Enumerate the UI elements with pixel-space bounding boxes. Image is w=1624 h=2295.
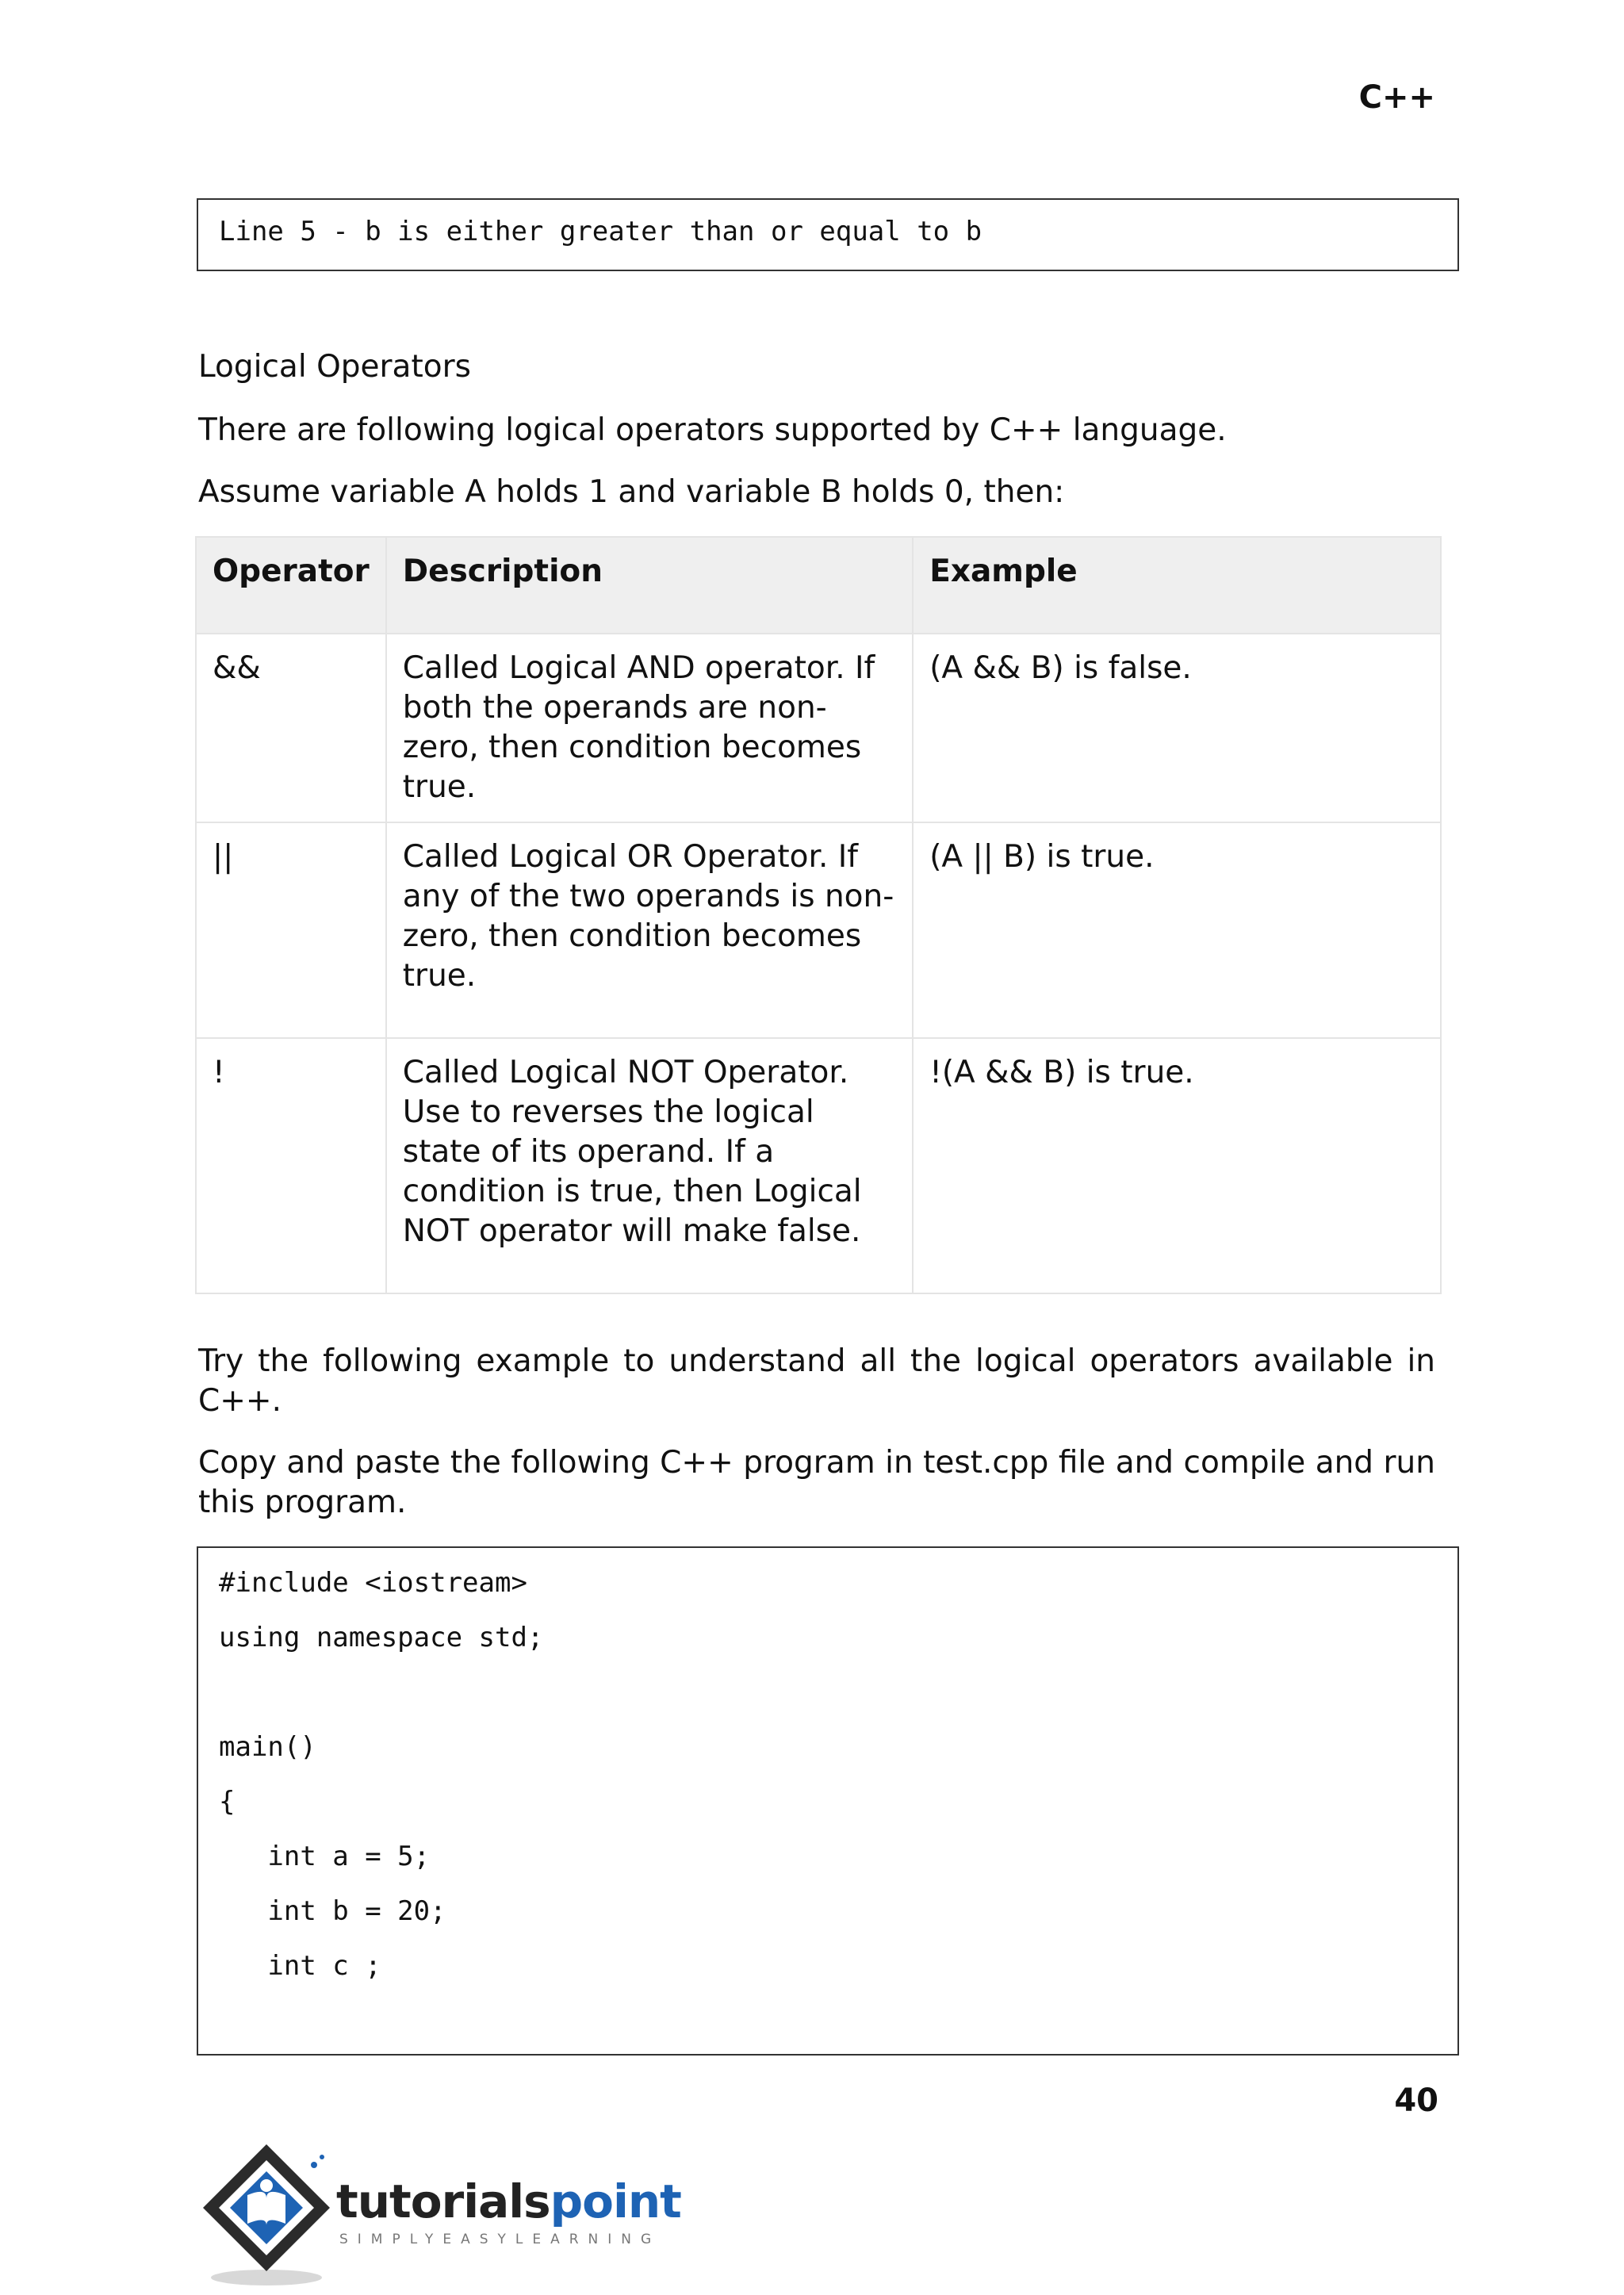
logo-diamond-icon bbox=[195, 2136, 338, 2287]
tutorialspoint-logo bbox=[195, 2136, 687, 2287]
logo-wordmark bbox=[336, 2174, 681, 2228]
description-cell: Called Logical AND operator. If both the operands are non-zero, then condition becomes true. bbox=[386, 634, 913, 822]
example-cell: (A || B) is true. bbox=[913, 822, 1441, 1038]
table-header-row bbox=[196, 537, 1441, 634]
try-example-paragraph: Try the following example to understand all the logical operators available in C++. bbox=[198, 1343, 1435, 1419]
logo-word-tutorials: tutorials bbox=[336, 2174, 550, 2228]
code-line: #include <iostream> bbox=[219, 1567, 527, 1599]
page-header-title: C++ bbox=[1358, 79, 1435, 116]
code-line: int b = 20; bbox=[219, 1895, 446, 1927]
copy-paste-paragraph: Copy and paste the following C++ program in test.cpp file and compile and run this program. bbox=[198, 1445, 1435, 1520]
description-cell: Called Logical OR Operator. If any of the two operands is non-zero, then condition becomes true. bbox=[386, 822, 913, 1038]
code-line: main() bbox=[219, 1731, 316, 1763]
table-row bbox=[196, 634, 1441, 822]
logical-operators-table bbox=[195, 536, 1442, 1294]
header-operator: Operator bbox=[196, 537, 386, 634]
logo-tagline: SIMPLYEASYLEARNING bbox=[339, 2232, 661, 2247]
code-line: using namespace std; bbox=[219, 1622, 544, 1653]
code-block bbox=[197, 1546, 1459, 2056]
operator-cell: || bbox=[196, 822, 386, 1038]
code-line: { bbox=[219, 1786, 236, 1818]
intro-paragraph: There are following logical operators supported by C++ language. bbox=[198, 412, 1227, 448]
code-line: int c ; bbox=[219, 1950, 381, 1982]
logo-word-point: point bbox=[550, 2174, 681, 2228]
page-number: 40 bbox=[1394, 2082, 1438, 2119]
description-cell: Called Logical NOT Operator. Use to reverses the logical state of its operand. If a condition is true, then Logical NOT operator will make false. bbox=[386, 1038, 913, 1293]
example-cell: !(A && B) is true. bbox=[913, 1038, 1441, 1293]
code-line: int a = 5; bbox=[219, 1841, 431, 1872]
table-row bbox=[196, 822, 1441, 1038]
operator-cell: ! bbox=[196, 1038, 386, 1293]
code-line bbox=[219, 1673, 1437, 1728]
table-row bbox=[196, 1038, 1441, 1293]
output-code-box: Line 5 - b is either greater than or equal to b bbox=[197, 198, 1459, 271]
example-cell: (A && B) is false. bbox=[913, 634, 1441, 822]
section-heading: Logical Operators bbox=[198, 349, 471, 385]
header-description: Description bbox=[386, 537, 913, 634]
operator-cell: && bbox=[196, 634, 386, 822]
assumption-paragraph: Assume variable A holds 1 and variable B holds 0, then: bbox=[198, 474, 1065, 510]
header-example: Example bbox=[913, 537, 1441, 634]
